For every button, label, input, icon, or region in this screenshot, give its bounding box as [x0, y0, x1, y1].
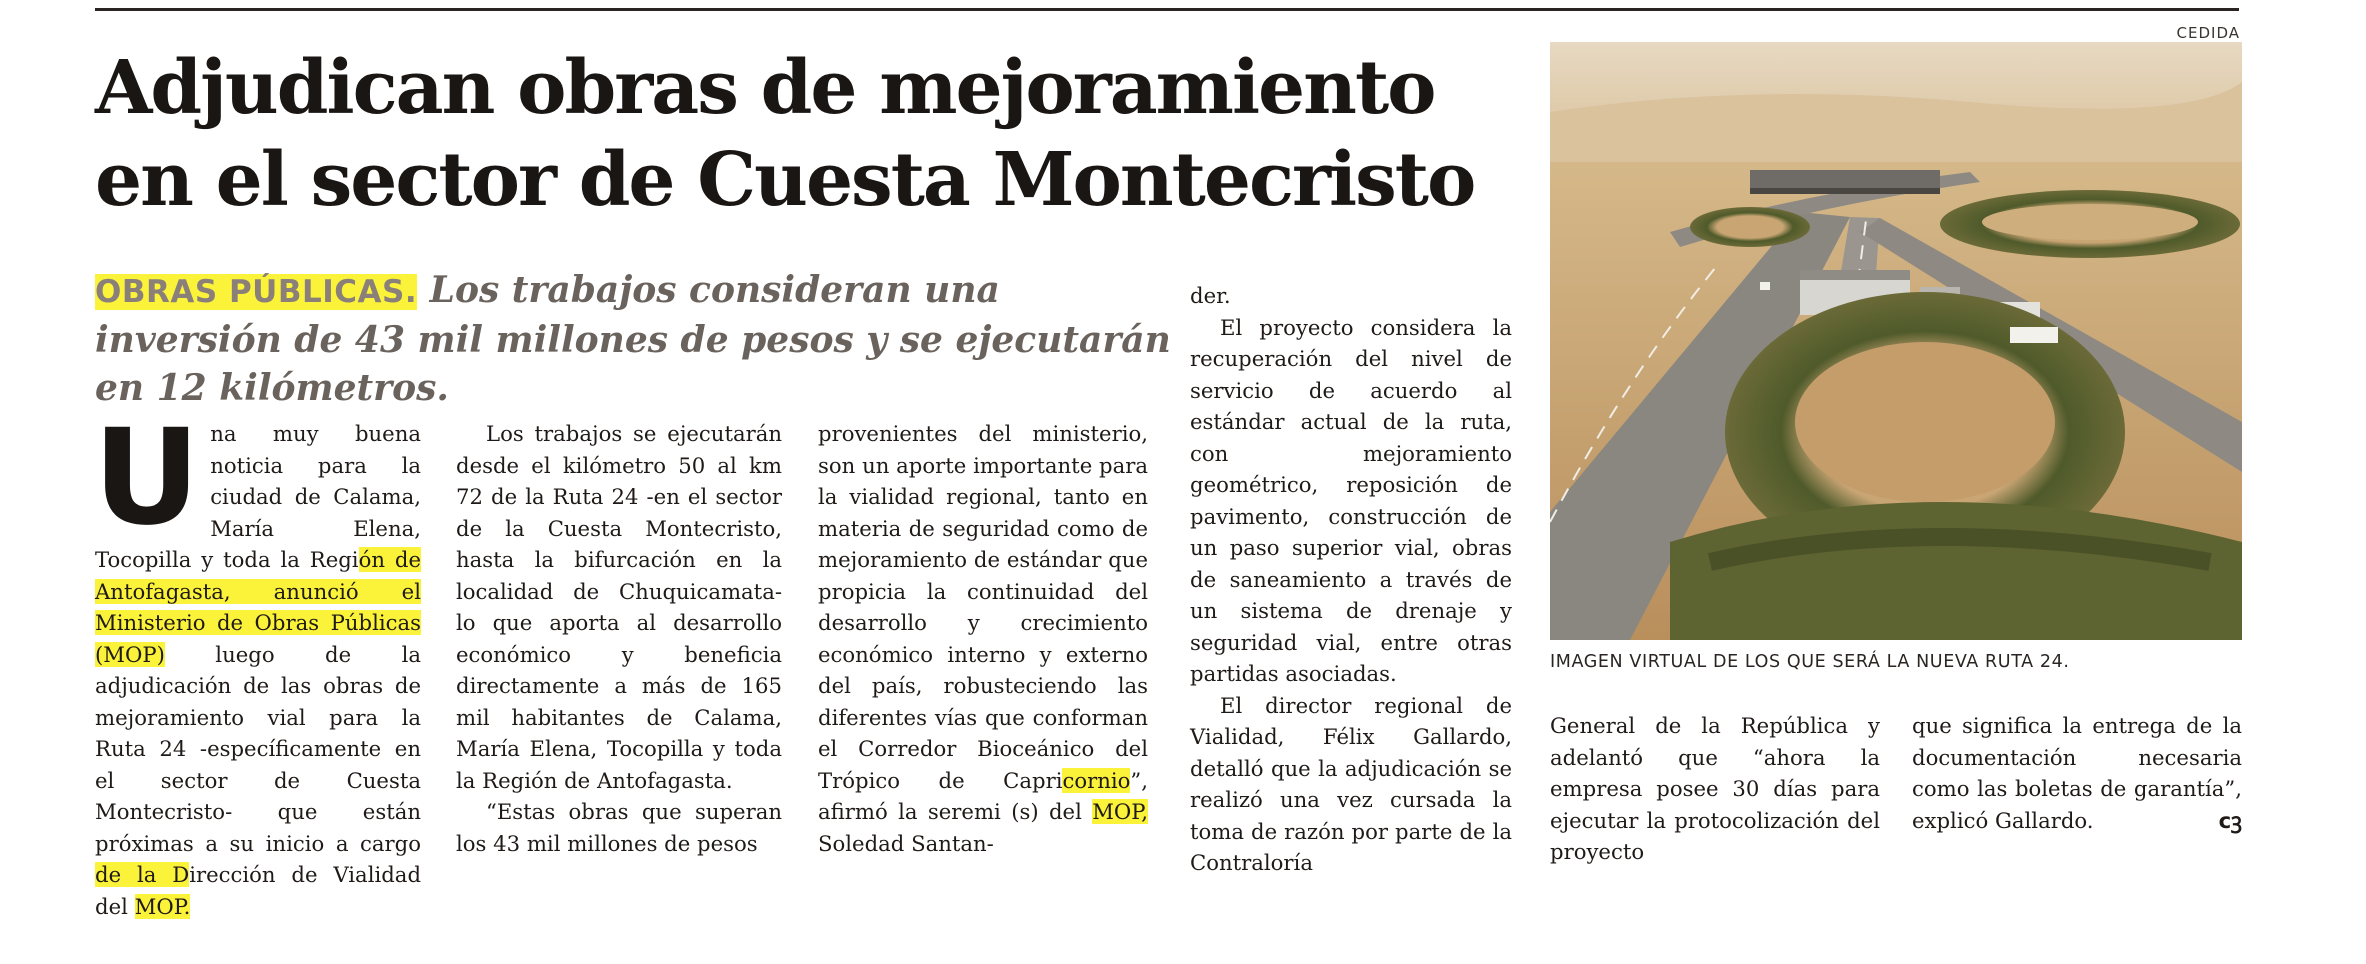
- deck-kicker: OBRAS PÚBLICAS.: [95, 274, 418, 310]
- photo-caption: IMAGEN VIRTUAL DE LOS QUE SERÁ LA NUEVA RUTA 24.: [1550, 652, 2070, 672]
- article-column-5: [1550, 710, 1880, 868]
- paragraph: El director regional de Vialidad, Félix Gallardo, detalló que la adjudicación se realizó una vez cursada la toma de razón por parte de la Contraloría: [1190, 692, 1512, 875]
- route-rendering-image: [1550, 42, 2242, 640]
- paragraph: El proyecto considera la recuperación del nivel de servicio de acuerdo al estándar actual de la ruta, con mejoramiento geométrico, reposición de pavimento, construcción de un paso superior vial, obras de saneamiento a través de un sistema de drenaje y seguridad vial, entre otras partidas asociadas.: [1190, 314, 1512, 686]
- highlighted-text: MOP.: [134, 893, 191, 919]
- text-run: provenientes del ministerio, son un aporte importante para la vialidad regional, tanto en materia de seguridad como de mejoramiento de estándar que propicia la continuidad del desarrollo y crecimiento económico interno y externo del país, robusteciendo las diferentes vías que conforman el Corredor Bioceánico del Trópico de Capri: [818, 421, 1148, 793]
- article-column-4: [1190, 280, 1512, 879]
- text-run: irección de Vialidad del: [95, 862, 422, 919]
- paragraph: [1912, 710, 2242, 836]
- text-run: que significa la entrega de la documentación necesaria como las boletas de garantía”, explicó Gallardo.: [1912, 713, 2242, 833]
- paragraph: “Estas obras que superan los 43 mil millones de pesos: [456, 799, 782, 856]
- headline-line-1: Adjudican obras de mejoramiento: [95, 45, 1435, 131]
- paragraph: [818, 418, 1148, 859]
- text-run: Soledad Santan-: [818, 830, 994, 856]
- top-rule: [95, 8, 2239, 11]
- article-column-1: [93, 401, 422, 922]
- highlighted-text: de la D: [95, 862, 190, 887]
- end-of-article-mark: cꝫ: [2218, 807, 2242, 833]
- article-column-2: [456, 418, 782, 859]
- paragraph: [93, 401, 422, 922]
- highlighted-text: MOP,: [1092, 799, 1148, 824]
- article-column-3: [818, 418, 1148, 859]
- highlighted-text: cornio: [1062, 767, 1131, 793]
- text-run: ”, afirmó la seremi (s) del: [818, 767, 1148, 824]
- article-column-6: [1912, 710, 2242, 836]
- text-run: luego de la adjudicación de las obras de mejoramiento vial para la Ruta 24 -específicamente en el sector de Cuesta Montecristo- que están próximas a su inicio a cargo: [95, 641, 421, 856]
- headline: [95, 42, 1545, 226]
- drop-cap: U: [93, 401, 201, 555]
- headline-line-2: en el sector de Cuesta Montecristo: [95, 137, 1475, 223]
- photo-credit: CEDIDA: [2176, 24, 2240, 42]
- deck: [95, 266, 1175, 412]
- paragraph: der.: [1190, 283, 1231, 308]
- text-run: na muy buena noticia para la ciudad de Calama, María Elena, Tocopilla y toda la Regi: [95, 421, 421, 572]
- highlighted-text: ón de Antofagasta, anunció el Ministerio de Obras Públicas (MOP): [95, 547, 421, 667]
- paragraph: Los trabajos se ejecutarán desde el kilómetro 50 al km 72 de la Ruta 24 -en el sector de la Cuesta Montecristo, hasta la bifurcación en la localidad de Chuquicamata- lo que aporta al desarrollo económico y beneficia directamente a más de 165 mil habitantes de Calama, María Elena, Tocopilla y toda la Región de Antofagasta.: [456, 421, 782, 793]
- deck-text: Los trabajos consideran una inversión de 43 mil millones de pesos y se ejecutarán en 12 kilómetros.: [95, 269, 1171, 409]
- paragraph: General de la República y adelantó que “ahora la empresa posee 30 días para ejecutar la protocolización del proyecto: [1550, 713, 1880, 864]
